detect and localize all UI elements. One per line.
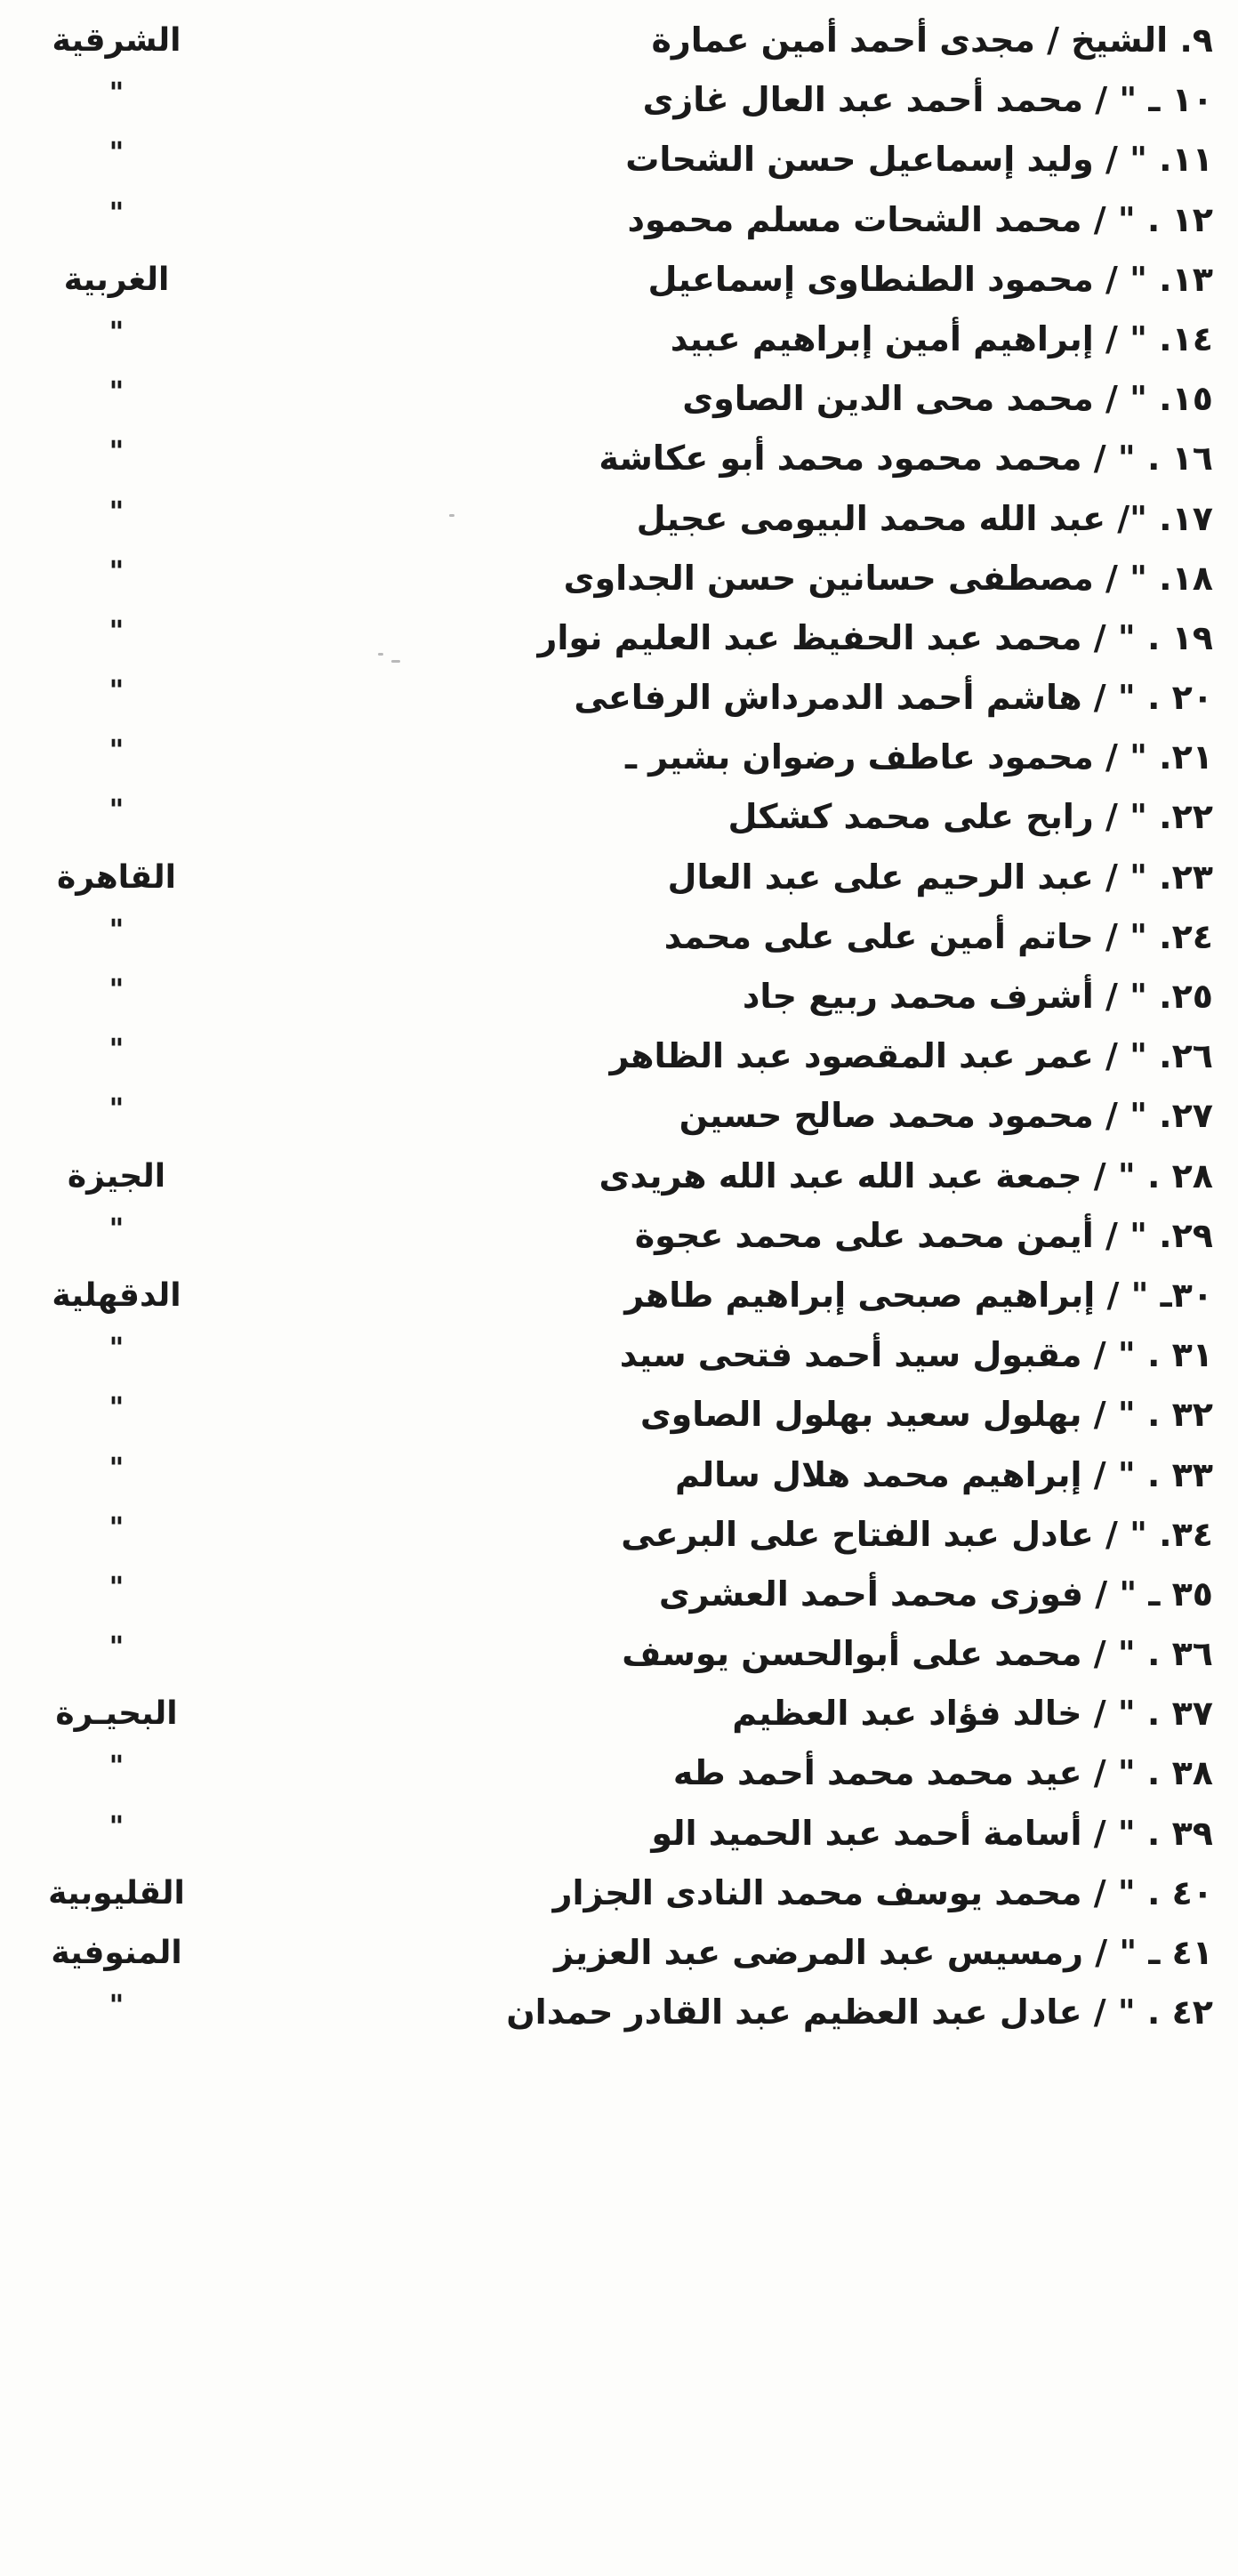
name-entry: ١٦ . " / محمد محمود محمد أبو عكاشة — [599, 439, 1213, 479]
name-entry: ١٠ ـ " / محمد أحمد عبد العال غازى — [642, 80, 1213, 120]
name-entry: ٢٦. " / عمر عبد المقصود عبد الظاهر — [609, 1036, 1213, 1076]
scan-speck — [378, 653, 383, 656]
ditto-mark: " — [109, 1988, 125, 2023]
ditto-mark: " — [109, 195, 125, 229]
ditto-mark: " — [109, 1808, 125, 1843]
governorate-label: الغربية — [63, 261, 170, 298]
list-item — [0, 1266, 1238, 1325]
list-item — [0, 907, 1238, 967]
name-entry: ١٧. "/ عبد الله محمد البيومى عجيل — [636, 498, 1213, 538]
name-entry: ١١. " / وليد إسماعيل حسن الشحات — [625, 140, 1213, 180]
ditto-mark: " — [109, 1091, 125, 1126]
ditto-mark: " — [109, 1509, 125, 1544]
ditto-mark: " — [109, 1749, 125, 1783]
name-entry: ٣١ . " / مقبول سيد أحمد فتحى سيد — [619, 1335, 1213, 1375]
list-item — [0, 668, 1238, 728]
list-item — [0, 1804, 1238, 1864]
list-item — [0, 1505, 1238, 1565]
name-entry: ٢١. " / محمود عاطف رضوان بشير ـ — [624, 737, 1213, 777]
name-entry: ٢٣. " / عبد الرحيم على عبد العال — [667, 857, 1213, 897]
governorate-label: الشرقية — [52, 22, 181, 59]
names-list — [0, 11, 1238, 2042]
name-entry: ١٩ . " / محمد عبد الحفيظ عبد العليم نوار — [537, 617, 1213, 657]
governorate-label: القاهرة — [57, 858, 176, 896]
name-entry: ٣٤. " / عادل عبد الفتاح على البرعى — [621, 1514, 1213, 1554]
ditto-mark: " — [109, 314, 125, 349]
list-item — [0, 1086, 1238, 1146]
ditto-mark: " — [109, 1032, 125, 1067]
list-item — [0, 549, 1238, 608]
list-item — [0, 369, 1238, 429]
list-item — [0, 1445, 1238, 1505]
ditto-mark: " — [109, 76, 125, 110]
name-entry: ٣٥ ـ " / فوزى محمد أحمد العشرى — [658, 1574, 1213, 1614]
list-item — [0, 787, 1238, 847]
list-item — [0, 1743, 1238, 1803]
name-entry: ٢٧. " / محمود محمد صالح حسين — [679, 1096, 1213, 1136]
list-item — [0, 130, 1238, 189]
name-entry: ٢٥. " / أشرف محمد ربيع جاد — [742, 977, 1213, 1016]
name-entry: ١٣. " / محمود الطنطاوى إسماعيل — [647, 259, 1213, 299]
list-item — [0, 1147, 1238, 1206]
ditto-mark: " — [109, 1211, 125, 1245]
scan-speck — [391, 660, 400, 663]
governorate-label: الجيزة — [67, 1157, 166, 1195]
ditto-mark: " — [109, 434, 125, 469]
list-item — [0, 1923, 1238, 1983]
name-entry: ٣٣ . " / إبراهيم محمد هلال سالم — [675, 1454, 1213, 1494]
list-item — [0, 967, 1238, 1026]
list-item — [0, 310, 1238, 369]
ditto-mark: " — [109, 374, 125, 409]
list-item — [0, 250, 1238, 310]
ditto-mark: " — [109, 494, 125, 528]
name-entry: ٣٩ . " / أسامة أحمد عبد الحميد الو — [651, 1813, 1213, 1853]
name-entry: ٤٠ . " / محمد يوسف محمد النادى الجزار — [552, 1872, 1213, 1912]
ditto-mark: " — [109, 613, 125, 648]
list-item — [0, 848, 1238, 907]
name-entry: ٣٠ـ " / إبراهيم صبحى إبراهيم طاهر — [624, 1275, 1213, 1315]
name-entry: ٣٨ . " / عيد محمد محمد أحمد طه — [672, 1753, 1213, 1793]
list-item — [0, 1206, 1238, 1266]
list-item — [0, 1624, 1238, 1684]
scan-speck — [449, 514, 454, 517]
governorate-label: الدقهلية — [52, 1276, 181, 1314]
name-entry: ٢٩. " / أيمن محمد على محمد عجوة — [634, 1215, 1213, 1255]
list-item — [0, 1983, 1238, 2042]
name-entry: ٩. الشيخ / مجدى أحمد أمين عمارة — [651, 20, 1213, 60]
governorate-label: البحيـرة — [55, 1695, 178, 1733]
list-item — [0, 1864, 1238, 1923]
list-item — [0, 429, 1238, 488]
list-item — [0, 1385, 1238, 1445]
list-item — [0, 728, 1238, 787]
ditto-mark: " — [109, 135, 125, 170]
governorate-label: المنوفية — [51, 1935, 182, 1971]
name-entry: ١٢ . " / محمد الشحات مسلم محمود — [627, 199, 1213, 239]
name-entry: ٤١ ـ " / رمسيس عبد المرضى عبد العزيز — [554, 1933, 1213, 1972]
name-entry: ٢٠ . " / هاشم أحمد الدمرداش الرفاعى — [574, 678, 1213, 718]
name-entry: ١٤. " / إبراهيم أمين إبراهيم عبيد — [670, 318, 1213, 358]
name-entry: ١٨. " / مصطفى حسانين حسن الجداوى — [563, 558, 1213, 598]
list-item — [0, 190, 1238, 250]
name-entry: ٣٧ . " / خالد فؤاد عبد العظيم — [732, 1694, 1213, 1734]
ditto-mark: " — [109, 1390, 125, 1425]
ditto-mark: " — [109, 673, 125, 708]
ditto-mark: " — [109, 553, 125, 588]
list-item — [0, 1325, 1238, 1385]
list-item — [0, 1565, 1238, 1624]
ditto-mark: " — [109, 1450, 125, 1485]
ditto-mark: " — [109, 972, 125, 1006]
name-entry: ٣٦ . " / محمد على أبوالحسن يوسف — [622, 1634, 1213, 1674]
name-entry: ٤٢ . " / عادل عبد العظيم عبد القادر حمدان — [506, 1992, 1213, 2033]
list-item — [0, 1026, 1238, 1086]
ditto-mark: " — [109, 912, 125, 946]
governorate-label: القليوبية — [48, 1874, 185, 1912]
ditto-mark: " — [109, 793, 125, 827]
name-entry: ٢٨ . " / جمعة عبد الله عبد الله هريدى — [599, 1155, 1213, 1195]
name-entry: ٢٤. " / حاتم أمين على على محمد — [663, 916, 1213, 956]
name-entry: ١٥. " / محمد محى الدين الصاوى — [682, 379, 1213, 419]
name-entry: ٣٢ . " / بهلول سعيد بهلول الصاوى — [639, 1395, 1213, 1435]
list-item — [0, 608, 1238, 668]
list-item — [0, 70, 1238, 130]
list-item — [0, 1684, 1238, 1743]
list-item — [0, 11, 1238, 70]
ditto-mark: " — [109, 1331, 125, 1365]
ditto-mark: " — [109, 1630, 125, 1664]
list-item — [0, 489, 1238, 549]
name-entry: ٢٢. " / رابح على محمد كشكل — [728, 797, 1213, 837]
ditto-mark: " — [109, 733, 125, 768]
ditto-mark: " — [109, 1569, 125, 1604]
